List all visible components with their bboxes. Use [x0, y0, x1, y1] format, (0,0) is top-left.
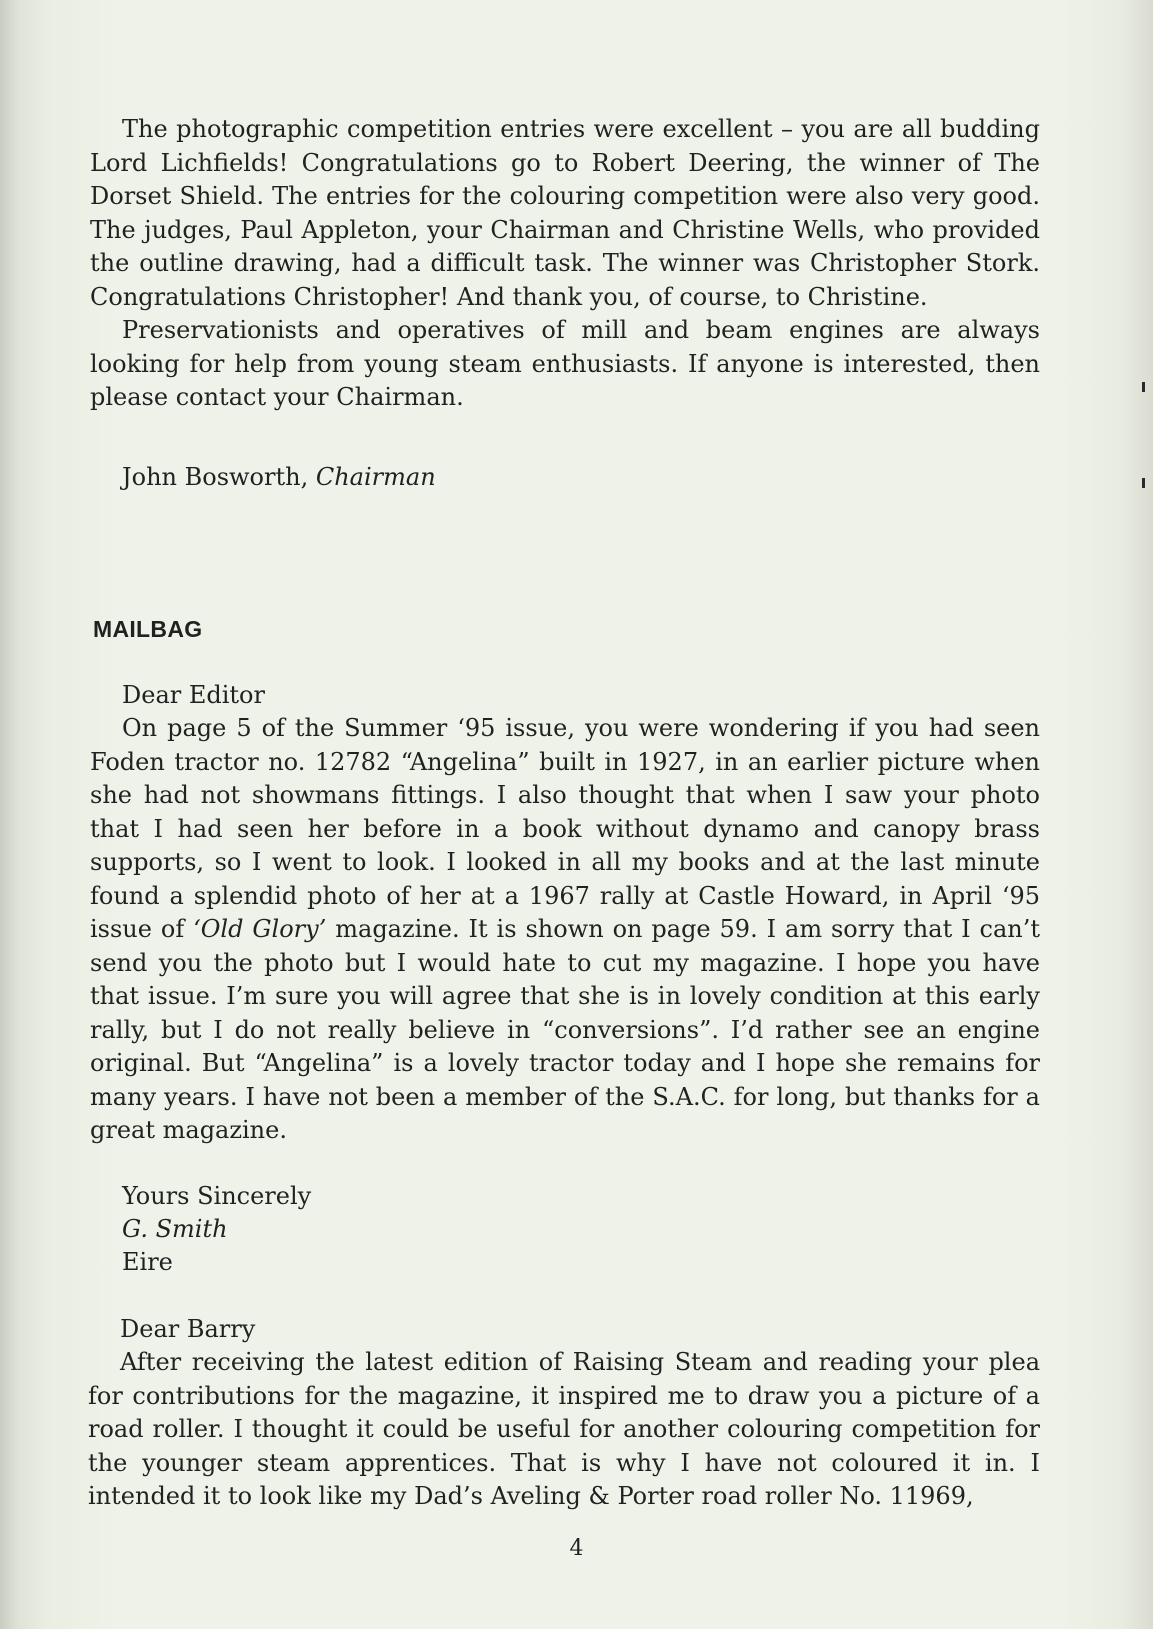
mailbag-heading: MAILBAG: [93, 616, 203, 642]
letter1-closing: Yours Sincerely: [122, 1182, 312, 1210]
letter2-body: [88, 1346, 1040, 1514]
letter1-text-a: On page 5 of the Summer ‘95 issue, you were wondering if you had seen Foden tractor no. 12782 “Angelina” built in 1927, in an earlier picture when she had not showmans fittings. I also thought that when I saw your photo that I had seen her before in a book without dynamo and canopy brass supports, so I went to look. I looked in all my books and at the last minute found a splendid photo of her at a 1967 rally at Castle Howard, in April ‘95 issue of: [90, 714, 1040, 943]
intro-paragraph-2: Preservationists and operatives of mill and beam engines are always looking for help from young steam enthusiasts. If anyone is interested, then please contact your Chairman.: [90, 316, 1040, 411]
signature-name: John Bosworth,: [122, 463, 316, 491]
chairman-signature: [122, 461, 436, 495]
letter1-paragraph: [90, 712, 1040, 1148]
letter1-body: [90, 712, 1040, 1148]
page-number: 4: [569, 1536, 584, 1561]
letter1-signer: G. Smith: [122, 1215, 228, 1243]
signature-title: Chairman: [315, 463, 436, 491]
letter1-location: Eire: [122, 1248, 173, 1276]
intro-text: [90, 113, 1040, 415]
letter2-salutation: Dear Barry: [120, 1315, 256, 1343]
letter1-text-b: magazine. It is shown on page 59. I am sorry that I can’t send you the photo but I would hate to cut my magazine. I hope you have that issue. I’m sure you will agree that she is in lovely condition at this early rally, but I do not really believe in “conversions”. I’d rather see an engine original. But “Angelina” is a lovely tractor today and I hope she remains for many years. I have not been a member of the S.A.C. for long, but thanks for a great magazine.: [90, 915, 1040, 1144]
intro-paragraph-1: The photographic competition entries were excellent – you are all budding Lord Lichfields! Congratulations go to Robert Deering, the winner of The Dorset Shield. The entries for the colouring competition were also very good. The judges, Paul Appleton, your Chairman and Christine Wells, who provided the outline drawing, had a difficult task. The winner was Christopher Stork. Congratulations Christopher! And thank you, of course, to Christine.: [90, 115, 1040, 311]
binding-mark: [1142, 382, 1145, 392]
binding-mark: [1142, 478, 1145, 488]
letter1-salutation: Dear Editor: [122, 681, 265, 709]
letter2-paragraph: After receiving the latest edition of Raising Steam and reading your plea for contributions for the magazine, it inspired me to draw you a picture of a road roller. I thought it could be useful for another colouring competition for the younger steam apprentices. That is why I have not coloured it in. I intended it to look like my Dad’s Aveling & Porter road roller No. 11969,: [88, 1348, 1040, 1510]
magazine-title: ‘Old Glory’: [193, 915, 327, 943]
